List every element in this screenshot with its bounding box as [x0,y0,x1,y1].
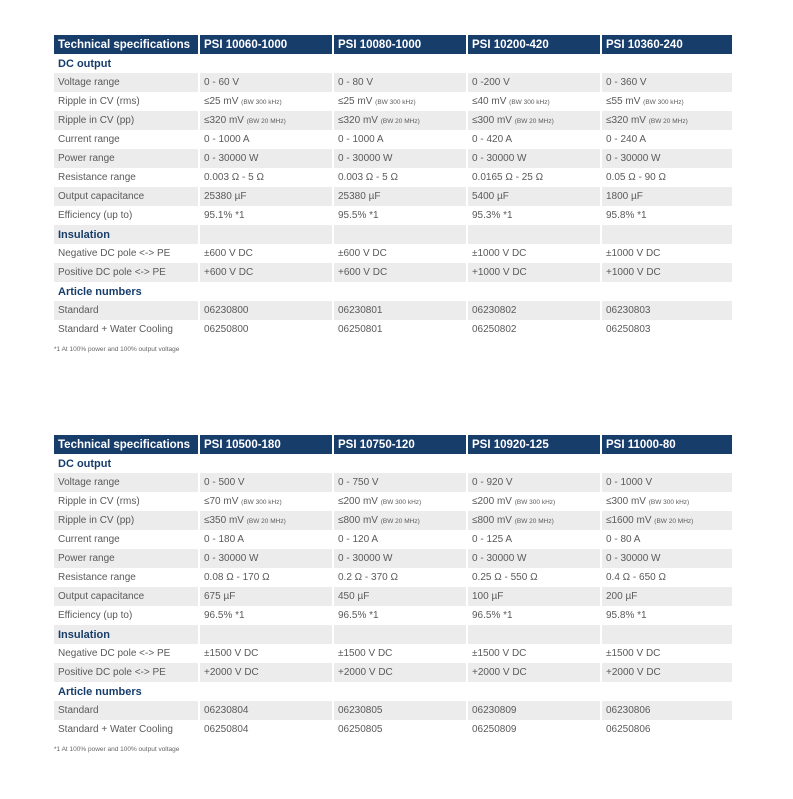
table-cell: 06230803 [600,301,732,320]
table-cell: 0.05 Ω - 90 Ω [600,168,732,187]
row-label: Resistance range [54,168,198,187]
header-cell: Technical specifications [54,435,198,454]
table-cell: ±1000 V DC [600,244,732,263]
bandwidth-note: (BW 20 MHz) [654,518,694,525]
ripple-value: ≤25 mV [338,96,373,107]
table-cell [466,492,600,511]
section-title: Article numbers [54,682,198,701]
table-cell: +2000 V DC [332,663,466,682]
section-title: Insulation [54,225,198,244]
table-cell: 06250805 [332,720,466,739]
ripple-value: ≤800 mV [338,515,378,526]
table-cell: 25380 µF [198,187,332,206]
model-header: PSI 10500-180 [198,435,332,454]
table-cell: 96.5% *1 [332,606,466,625]
table-header-row [54,435,732,454]
table-cell: ±600 V DC [198,244,332,263]
table-row [54,263,732,282]
table-cell: 0 - 920 V [466,473,600,492]
section-row-insulation [54,625,732,644]
row-label: Positive DC pole <-> PE [54,663,198,682]
table-cell: 0 - 750 V [332,473,466,492]
ripple-value: ≤25 mV [204,96,239,107]
table-row [54,720,732,739]
table-row [54,111,732,130]
table-cell: +600 V DC [198,263,332,282]
table-cell: 06230806 [600,701,732,720]
row-label: Ripple in CV (rms) [54,492,198,511]
table-row [54,701,732,720]
spec-block-2 [54,435,732,753]
table-cell: 200 µF [600,587,732,606]
row-label: Efficiency (up to) [54,606,198,625]
row-label: Voltage range [54,73,198,92]
row-label: Positive DC pole <-> PE [54,263,198,282]
row-label: Output capacitance [54,187,198,206]
table-row [54,301,732,320]
bandwidth-note: (BW 20 MHz) [246,518,286,525]
table-row [54,206,732,225]
table-cell: 450 µF [332,587,466,606]
row-label: Efficiency (up to) [54,206,198,225]
table-row [54,130,732,149]
row-label: Voltage range [54,473,198,492]
bandwidth-note: (BW 300 kHz) [241,499,282,506]
table-cell [332,492,466,511]
table-cell: 0 - 1000 V [600,473,732,492]
section-row-dc-output [54,454,732,473]
table-cell: 675 µF [198,587,332,606]
table-cell: +2000 V DC [600,663,732,682]
table-cell: 0 - 60 V [198,73,332,92]
table-cell: ±600 V DC [332,244,466,263]
section-title: DC output [54,54,198,73]
bandwidth-note: (BW 300 kHz) [241,99,282,106]
bandwidth-note: (BW 300 kHz) [648,499,690,506]
spec-block-1 [54,35,732,353]
table-cell [466,92,600,111]
bandwidth-note: (BW 20 MHz) [380,518,420,525]
table-cell: 06250802 [466,320,600,339]
ripple-value: ≤1600 mV [606,515,652,526]
row-label: Negative DC pole <-> PE [54,244,198,263]
ripple-value: ≤200 mV [338,496,378,507]
table-row [54,606,732,625]
model-header: PSI 10200-420 [466,35,600,54]
table-cell: 0 - 30000 W [198,549,332,568]
table-header-row [54,35,732,54]
table-cell: 06250806 [600,720,732,739]
row-label: Negative DC pole <-> PE [54,644,198,663]
table-cell: ±1500 V DC [466,644,600,663]
table-cell: 06230809 [466,701,600,720]
table-cell [600,92,732,111]
ripple-value: ≤350 mV [204,515,244,526]
footnote: *1 At 100% power and 100% output voltage [54,746,180,753]
table-cell: +600 V DC [332,263,466,282]
table-cell: 0.25 Ω - 550 Ω [466,568,600,587]
table-cell: 0 - 360 V [600,73,732,92]
table-cell: 95.8% *1 [600,606,732,625]
row-label: Output capacitance [54,587,198,606]
table-cell: 0 - 240 A [600,130,732,149]
table-cell [332,92,466,111]
header-cell: Technical specifications [54,35,198,54]
table-cell: 0 - 80 V [332,73,466,92]
section-row-article-numbers [54,682,732,701]
table-cell: 96.5% *1 [466,606,600,625]
table-cell [198,492,332,511]
table-cell: +1000 V DC [600,263,732,282]
table-cell [466,511,600,530]
model-header: PSI 10920-125 [466,435,600,454]
bandwidth-note: (BW 300 kHz) [380,499,422,506]
bandwidth-note: (BW 300 kHz) [643,99,684,106]
table-cell [198,111,332,130]
table-cell: 0 - 30000 W [332,549,466,568]
table-cell: 0.003 Ω - 5 Ω [198,168,332,187]
table-cell: 0 - 125 A [466,530,600,549]
table-cell [600,111,732,130]
table-cell: +2000 V DC [198,663,332,682]
table-cell [600,492,732,511]
bandwidth-note: (BW 20 MHz) [380,118,420,125]
bandwidth-note: (BW 20 MHz) [514,518,554,525]
table-cell: 0 - 30000 W [466,549,600,568]
table-cell: 96.5% *1 [198,606,332,625]
table-cell: 06230805 [332,701,466,720]
section-title: DC output [54,454,198,473]
row-label: Power range [54,149,198,168]
row-label: Ripple in CV (rms) [54,92,198,111]
table-cell: ±1500 V DC [332,644,466,663]
table-cell: 06230800 [198,301,332,320]
table-row [54,549,732,568]
table-row [54,511,732,530]
row-label: Standard [54,301,198,320]
bandwidth-note: (BW 300 kHz) [509,99,550,106]
bandwidth-note: (BW 300 kHz) [514,499,556,506]
table-cell: 0 - 120 A [332,530,466,549]
row-label: Current range [54,530,198,549]
table-cell: 0 - 30000 W [600,549,732,568]
table-cell: 0.4 Ω - 650 Ω [600,568,732,587]
table-row [54,149,732,168]
table-cell: 0 - 30000 W [198,149,332,168]
table-cell: 0 - 30000 W [466,149,600,168]
row-label: Standard + Water Cooling [54,320,198,339]
table-row [54,663,732,682]
bandwidth-note: (BW 20 MHz) [648,118,688,125]
model-header: PSI 10360-240 [600,35,732,54]
table-cell: 5400 µF [466,187,600,206]
spec-table [54,35,732,339]
table-cell: +2000 V DC [466,663,600,682]
ripple-value: ≤320 mV [606,115,646,126]
table-cell: 0.003 Ω - 5 Ω [332,168,466,187]
table-cell [332,111,466,130]
section-row-article-numbers [54,282,732,301]
table-cell: 95.3% *1 [466,206,600,225]
bandwidth-note: (BW 20 MHz) [514,118,554,125]
ripple-value: ≤70 mV [204,496,239,507]
table-cell: 1800 µF [600,187,732,206]
table-row [54,530,732,549]
ripple-value: ≤40 mV [472,96,507,107]
table-cell [332,511,466,530]
table-cell: 0.2 Ω - 370 Ω [332,568,466,587]
spec-table [54,435,732,739]
table-cell: ±1500 V DC [198,644,332,663]
table-cell: 0 - 420 A [466,130,600,149]
table-cell: 25380 µF [332,187,466,206]
table-cell: ±1500 V DC [600,644,732,663]
footnote: *1 At 100% power and 100% output voltage [54,346,180,353]
section-row-insulation [54,225,732,244]
table-cell: 06250801 [332,320,466,339]
table-cell [466,111,600,130]
table-cell: 100 µF [466,587,600,606]
table-cell [198,92,332,111]
table-cell: 0.08 Ω - 170 Ω [198,568,332,587]
model-header: PSI 10080-1000 [332,35,466,54]
table-cell: 0 - 1000 A [332,130,466,149]
bandwidth-note: (BW 20 MHz) [246,118,286,125]
table-row [54,92,732,111]
table-row [54,568,732,587]
table-row [54,587,732,606]
row-label: Standard [54,701,198,720]
table-cell: 06250804 [198,720,332,739]
table-cell: 0 - 180 A [198,530,332,549]
table-cell: 0 - 500 V [198,473,332,492]
table-cell: 0 -200 V [466,73,600,92]
table-cell: 0 - 30000 W [600,149,732,168]
table-row [54,473,732,492]
row-label: Resistance range [54,568,198,587]
row-label: Power range [54,549,198,568]
section-title: Article numbers [54,282,198,301]
table-cell: 0 - 30000 W [332,149,466,168]
row-label: Current range [54,130,198,149]
table-cell: ±1000 V DC [466,244,600,263]
table-cell: 06250803 [600,320,732,339]
table-cell: 95.8% *1 [600,206,732,225]
table-cell: 0 - 1000 A [198,130,332,149]
ripple-value: ≤320 mV [338,115,378,126]
table-cell: 06230801 [332,301,466,320]
ripple-value: ≤55 mV [606,96,641,107]
ripple-value: ≤300 mV [606,496,646,507]
table-row [54,244,732,263]
ripple-value: ≤200 mV [472,496,512,507]
table-cell: 06230804 [198,701,332,720]
table-cell: 0 - 80 A [600,530,732,549]
table-cell: 06230802 [466,301,600,320]
row-label: Ripple in CV (pp) [54,511,198,530]
table-cell [600,511,732,530]
section-row-dc-output [54,54,732,73]
model-header: PSI 10060-1000 [198,35,332,54]
table-cell [198,511,332,530]
model-header: PSI 11000-80 [600,435,732,454]
table-row [54,492,732,511]
table-cell: 06250800 [198,320,332,339]
table-cell: 0.0165 Ω - 25 Ω [466,168,600,187]
table-row [54,320,732,339]
table-cell: 95.5% *1 [332,206,466,225]
ripple-value: ≤300 mV [472,115,512,126]
table-cell: +1000 V DC [466,263,600,282]
bandwidth-note: (BW 300 kHz) [375,99,416,106]
table-row [54,73,732,92]
ripple-value: ≤320 mV [204,115,244,126]
ripple-value: ≤800 mV [472,515,512,526]
section-title: Insulation [54,625,198,644]
table-cell: 95.1% *1 [198,206,332,225]
table-cell: 06250809 [466,720,600,739]
table-row [54,187,732,206]
table-row [54,168,732,187]
table-row [54,644,732,663]
row-label: Standard + Water Cooling [54,720,198,739]
row-label: Ripple in CV (pp) [54,111,198,130]
model-header: PSI 10750-120 [332,435,466,454]
